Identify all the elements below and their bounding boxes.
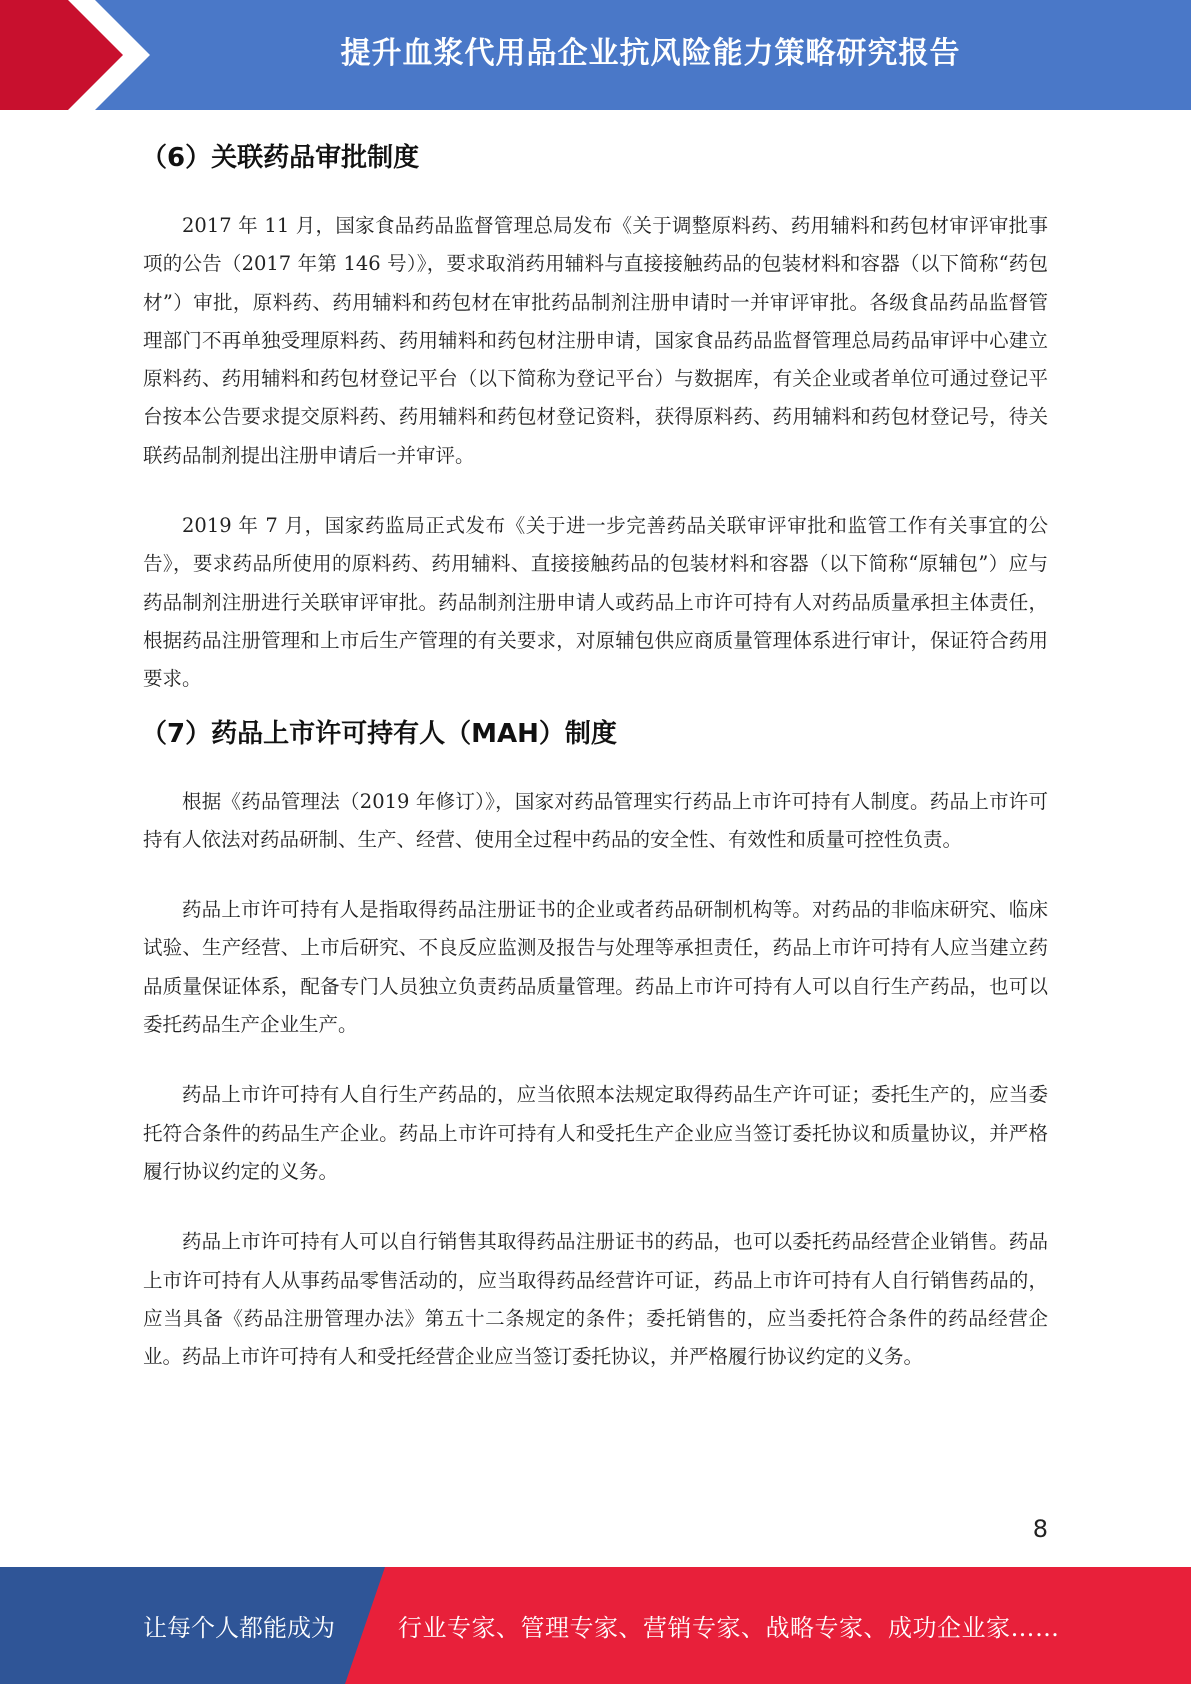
report-title: 提升血浆代用品企业抗风险能力策略研究报告 [340, 36, 961, 71]
paragraph: 药品上市许可持有人是指取得药品注册证书的企业或者药品研制机构等。对药品的非临床研究、临床试验、生产经营、上市后研究、不良反应监测及报告与处理等承担责任，药品上市许可持有人应当建立药品质量保证体系，配备专门人员独立负责药品质量管理。药品上市许可持有人可以自行生产药品，也可以委托药品生产企业生产。 [143, 898, 1048, 1037]
section-heading-7: （7）药品上市许可持有人（MAH）制度 [141, 718, 617, 749]
page-number: 8 [1032, 1515, 1048, 1543]
main-content [143, 125, 1048, 1408]
paragraph: 根据《药品管理法（2019 年修订）》，国家对药品管理实行药品上市许可持有人制度。药品上市许可持有人依法对药品研制、生产、经营、使用全过程中药品的安全性、有效性和质量可控性负责。 [143, 789, 1048, 851]
footer-slogan-right: 行业专家、管理专家、营销专家、战略专家、成功企业家…… [398, 1614, 1060, 1642]
footer-slogan-left: 让每个人都能成为 [143, 1614, 335, 1642]
paragraph: 药品上市许可持有人可以自行销售其取得药品注册证书的药品，也可以委托药品经营企业销售。药品上市许可持有人从事药品零售活动的，应当取得药品经营许可证，药品上市许可持有人自行销售药品的，应当具备《药品注册管理办法》第五十二条规定的条件；委托销售的，应当委托符合条件的药品经营企业。药品上市许可持有人和受托经营企业应当签订委托协议，并严格履行协议约定的义务。 [143, 1230, 1048, 1369]
page-footer [0, 1567, 1191, 1684]
paragraph: 2019 年 7 月，国家药监局正式发布《关于进一步完善药品关联审评审批和监管工作有关事宜的公告》，要求药品所使用的原料药、药用辅料、直接接触药品的包装材料和容器（以下简称“原辅包”）应与药品制剂注册进行关联审评审批。药品制剂注册申请人或药品上市许可持有人对药品质量承担主体责任，根据药品注册管理和上市后生产管理的有关要求，对原辅包供应商质量管理体系进行审计，保证符合药用要求。 [143, 514, 1048, 691]
page-header [0, 0, 1191, 110]
section-heading-6: （6）关联药品审批制度 [141, 143, 420, 173]
paragraph: 药品上市许可持有人自行生产药品的，应当依照本法规定取得药品生产许可证；委托生产的，应当委托符合条件的药品生产企业。药品上市许可持有人和受托生产企业应当签订委托协议和质量协议，并严格履行协议约定的义务。 [143, 1083, 1048, 1183]
paragraph: 2017 年 11 月，国家食品药品监督管理总局发布《关于调整原料药、药用辅料和药包材审评审批事项的公告（2017 年第 146 号）》，要求取消药用辅料与直接接触药品的包装材料和容器（以下简称“药包材”）审批，原料药、药用辅料和药包材在审批药品制剂注册申请时一并审评审批。各级食品药品监督管理部门不再单独受理原料药、药用辅料和药包材注册申请，国家食品药品监督管理总局药品审评中心建立原料药、药用辅料和药包材登记平台（以下简称为登记平台）与数据库，有关企业或者单位可通过登记平台按本公告要求提交原料药、药用辅料和药包材登记资料，获得原料药、药用辅料和药包材登记号，待关联药品制剂提出注册申请后一并审评。 [143, 214, 1048, 467]
